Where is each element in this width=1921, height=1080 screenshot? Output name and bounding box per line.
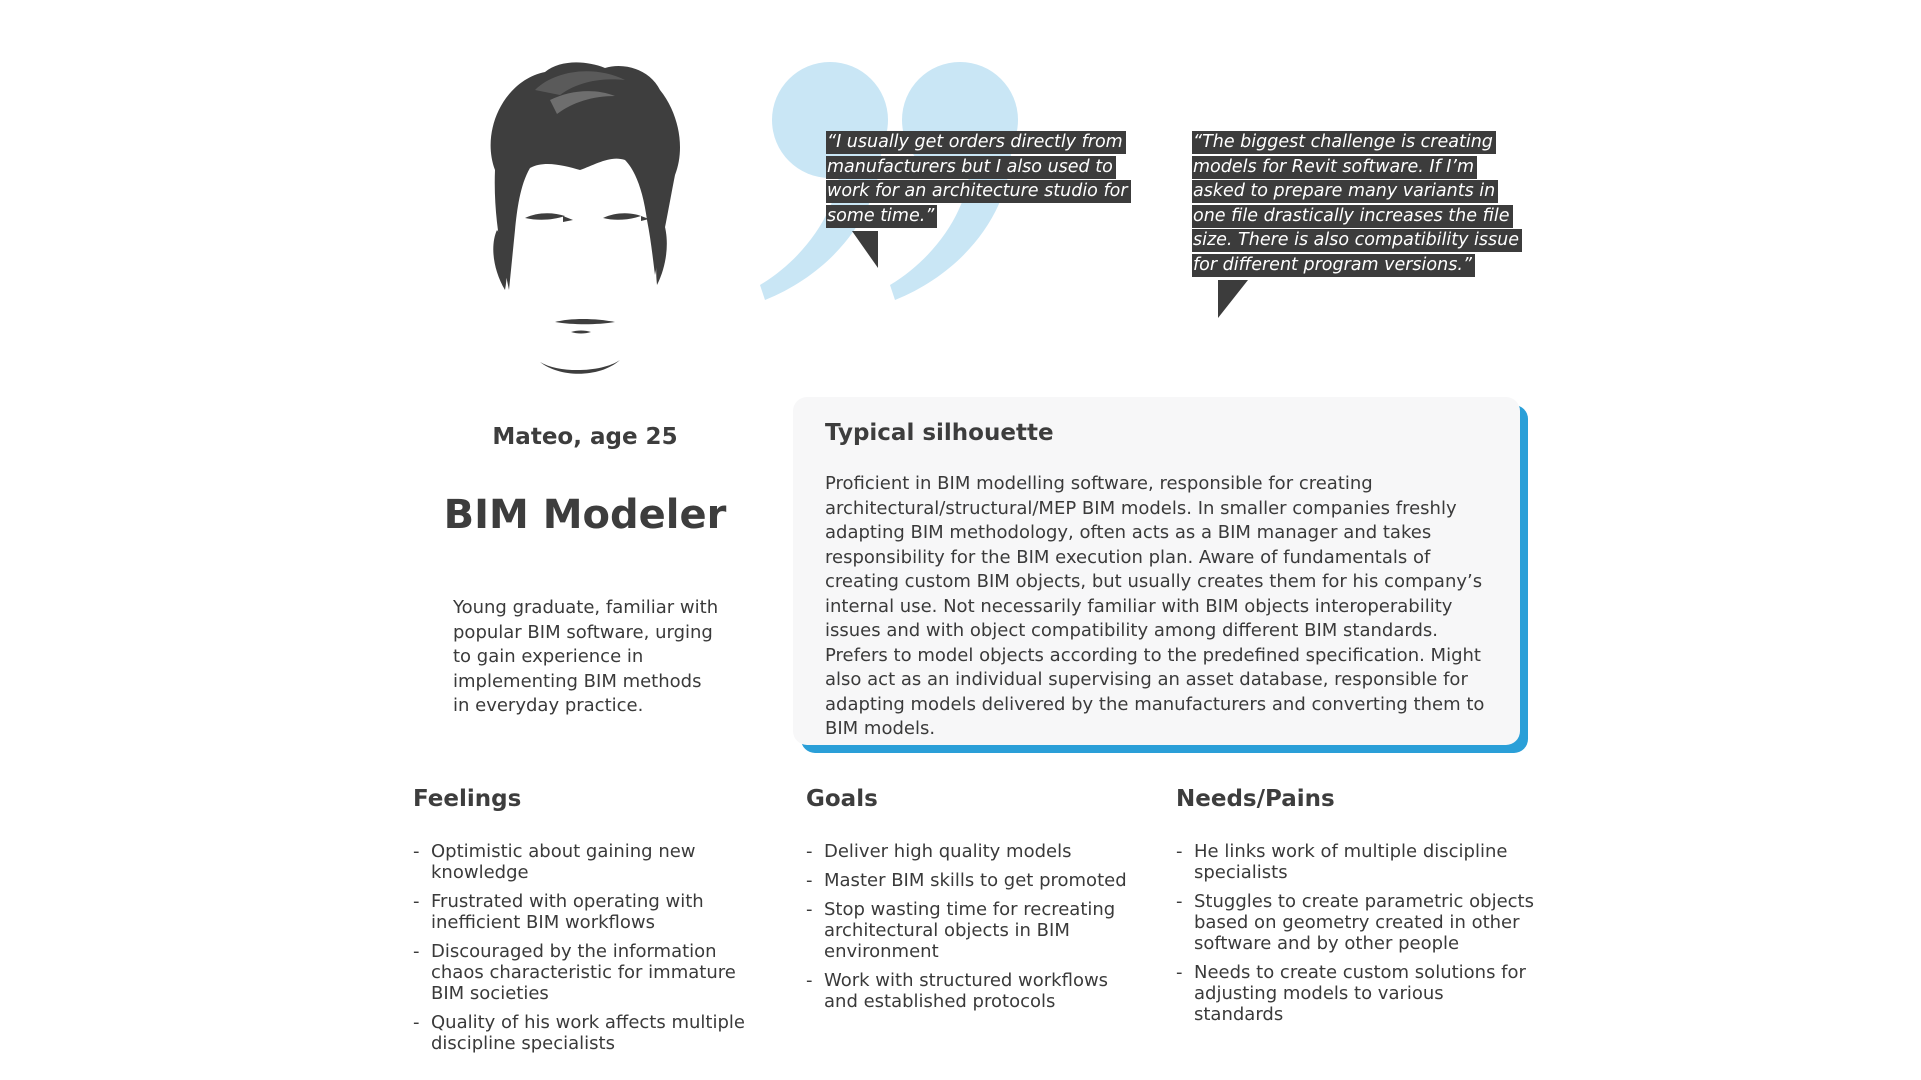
list-item: - Stuggles to create parametric objects based on geometry created in other software and by other people — [1176, 891, 1536, 954]
needs-list — [1176, 841, 1536, 1033]
list-item: - Frustrated with operating with inefficient BIM workflows — [413, 891, 773, 933]
persona-name-age: Mateo, age 25 — [492, 424, 678, 450]
list-item: - He links work of multiple discipline specialists — [1176, 841, 1536, 883]
silhouette-title: Typical silhouette — [825, 420, 1054, 446]
persona-head-icon — [475, 60, 705, 390]
quote-text-1: “I usually get orders directly from manufacturers but I also used to work for an architecture studio for some time.” — [826, 131, 1131, 228]
quote-text-2: “The biggest challenge is creating models for Revit software. If I’m asked to prepare many variants in one file drastically increases the file size. There is also compatibility issue for different program versions.” — [1192, 131, 1522, 277]
quote-bubble-1 — [826, 130, 1146, 228]
feelings-list — [413, 841, 773, 1062]
persona-bio: Young graduate, familiar with popular BIM software, urging to gain experience in implementing BIM methods in everyday practice. — [453, 597, 719, 716]
list-item: - Master BIM skills to get promoted — [806, 870, 1136, 891]
list-item: - Stop wasting time for recreating architectural objects in BIM environment — [806, 899, 1136, 962]
quote-tail-1 — [852, 231, 878, 268]
list-item: - Work with structured workflows and established protocols — [806, 970, 1136, 1012]
list-item: - Quality of his work affects multiple discipline specialists — [413, 1012, 773, 1054]
list-item: - Optimistic about gaining new knowledge — [413, 841, 773, 883]
quote-bubble-2 — [1192, 130, 1522, 277]
persona-role-title: BIM Modeler — [443, 492, 727, 538]
needs-heading: Needs/Pains — [1176, 786, 1335, 812]
silhouette-text: Proficient in BIM modelling software, responsible for creating architectural/structural/MEP BIM models. In smaller companies freshly adapting BIM methodology, often acts as a BIM manager and takes responsibility for the BIM execution plan. Aware of fundamentals of creating custom BIM objects, but usually creates them for his company’s internal use. Not necessarily familiar with BIM objects interoperability issues and with object compatibility among different BIM standards. Prefers to model objects according to the predefined specification. Might also act as an individual supervising an asset database, responsible for adapting models delivered by the manufacturers and converting them to BIM models. — [825, 473, 1485, 739]
feelings-heading: Feelings — [413, 786, 522, 812]
quote-tail-2 — [1218, 280, 1248, 318]
goals-list — [806, 841, 1136, 1020]
list-item: - Deliver high quality models — [806, 841, 1136, 862]
list-item: - Needs to create custom solutions for adjusting models to various standards — [1176, 962, 1536, 1025]
goals-heading: Goals — [806, 786, 878, 812]
list-item: - Discouraged by the information chaos characteristic for immature BIM societies — [413, 941, 773, 1004]
